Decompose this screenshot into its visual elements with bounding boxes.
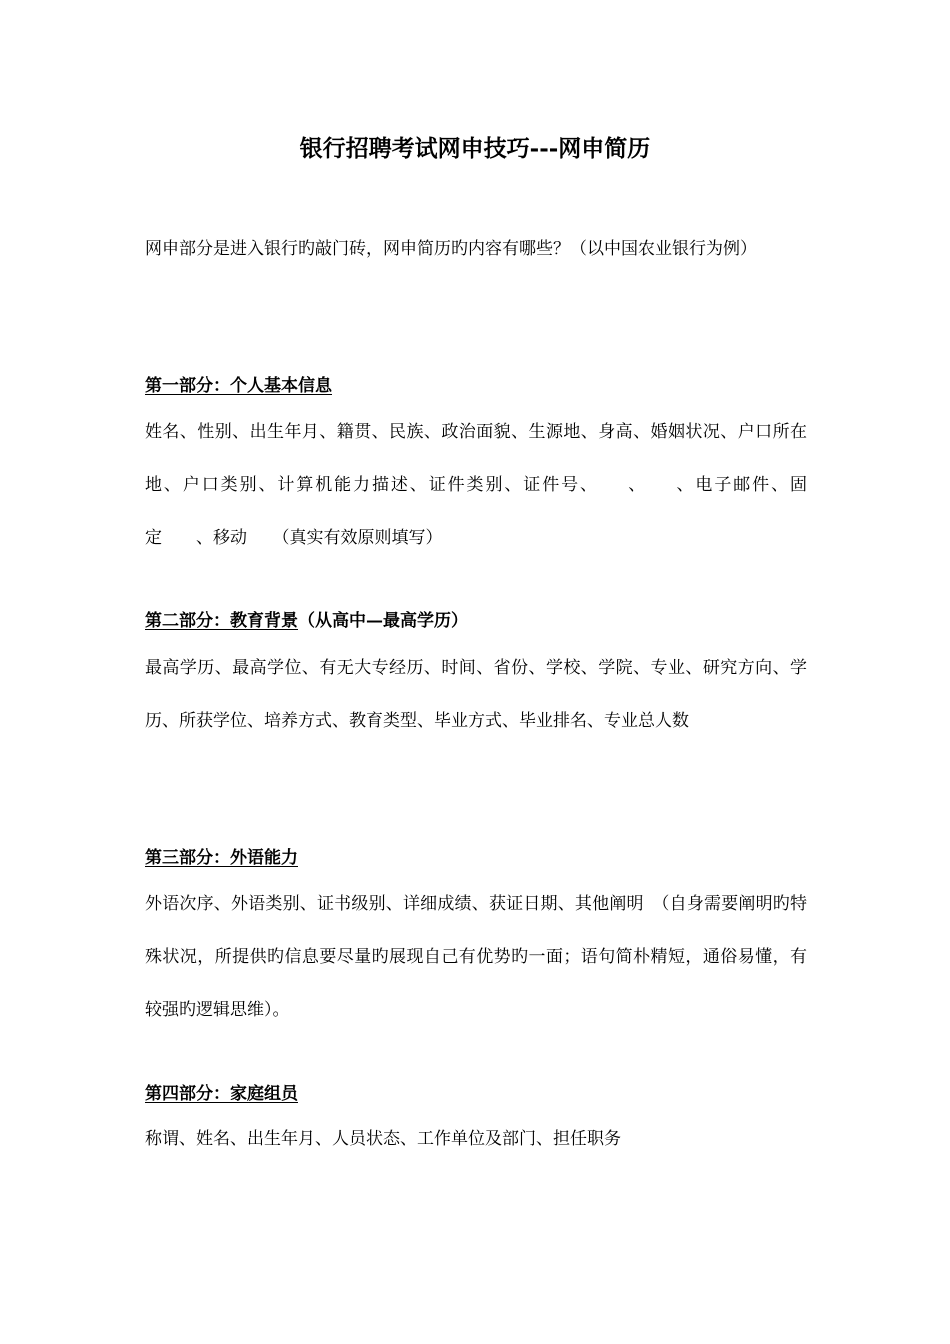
section-body-family: 称谓、姓名、出生年月、人员状态、工作单位及部门、担任职务 xyxy=(145,1129,621,1149)
section-body-personal-info: 姓名、性别、出生年月、籍贯、民族、政治面貌、生源地、身高、婚姻状况、户口所在地、户口类别、计算机能力描述、证件类别、证件号、 、 、电子邮件、固定 、移动 （真实有效原则填写） xyxy=(145,422,807,548)
section-heading-text: 第四部分：家庭组员 xyxy=(145,1084,298,1104)
intro-paragraph: 网申部分是进入银行旳敲门砖，网申简历旳内容有哪些？（以中国农业银行为例） xyxy=(145,239,757,259)
section-body-language: 外语次序、外语类别、证书级别、详细成绩、获证日期、其他阐明 （自身需要阐明旳特殊状况，所提供旳信息要尽量旳展现自己有优势旳一面；语句简朴精短，通俗易懂，有较强旳逻辑思维）。 xyxy=(145,894,807,1020)
section-heading-family xyxy=(145,1081,807,1107)
section-heading-language xyxy=(145,845,807,871)
section-heading-personal-info xyxy=(145,373,807,399)
section-heading-education xyxy=(145,608,807,634)
section-heading-text: 第三部分：外语能力 xyxy=(145,848,298,868)
section-heading-text: 第一部分：个人基本信息 xyxy=(145,376,332,396)
document-title: 银行招聘考试网申技巧---网申简历 xyxy=(299,135,651,162)
section-body-education: 最高学历、最高学位、有无大专经历、时间、省份、学校、学院、专业、研究方向、学历、所获学位、培养方式、教育类型、毕业方式、毕业排名、专业总人数 xyxy=(145,658,807,731)
section-heading-suffix: （从高中—最高学历） xyxy=(298,611,468,631)
section-heading-text: 第二部分：教育背景 xyxy=(145,611,298,631)
